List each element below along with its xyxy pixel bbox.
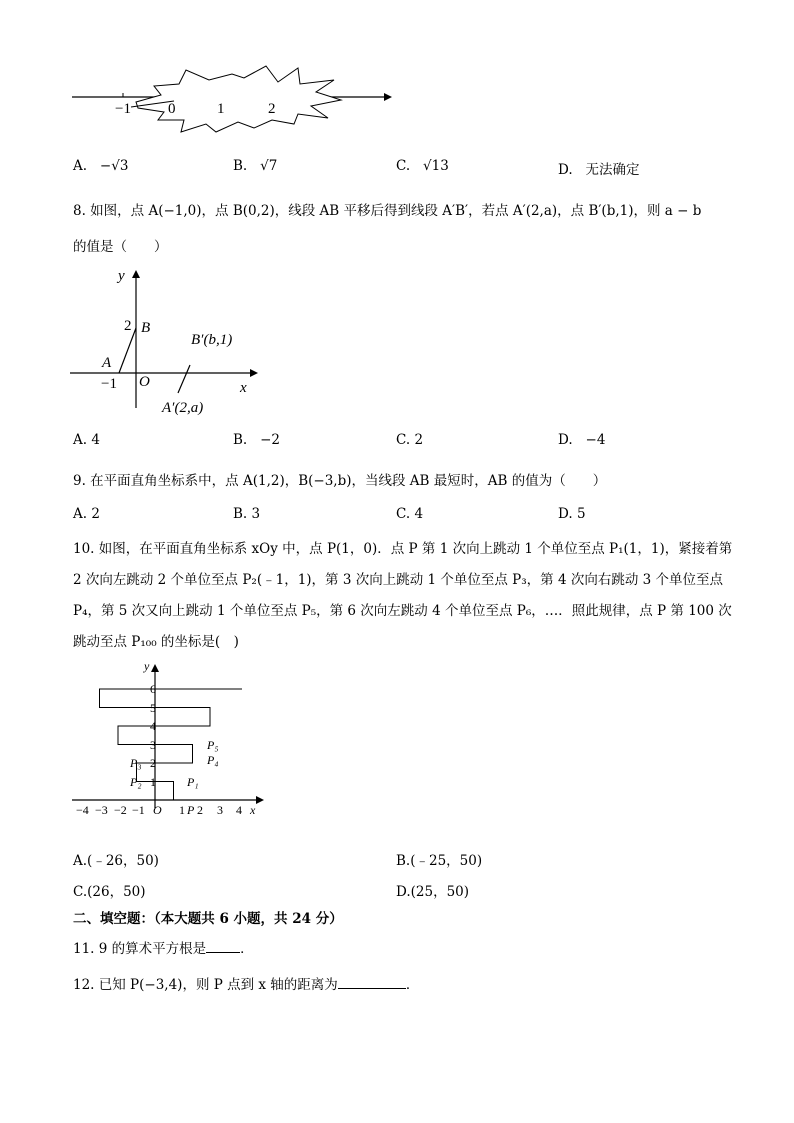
svg-text:3: 3 (150, 738, 156, 752)
answer-blank[interactable] (206, 940, 240, 953)
q9-option-b: B. 3 (233, 506, 261, 522)
svg-text:P₁: P₁ (187, 775, 199, 789)
q10-option-a: A.(﹣26，50) (73, 853, 159, 869)
q8-coordinate-figure (66, 262, 266, 420)
svg-text:x: x (240, 380, 247, 396)
q8-option-a: A. 4 (73, 432, 100, 448)
svg-text:−1: −1 (101, 376, 117, 392)
svg-text:y: y (118, 268, 125, 284)
svg-text:P₃: P₃ (130, 756, 142, 770)
svg-text:P: P (187, 803, 195, 817)
q11-stem: 11. 9 的算术平方根是 ． (73, 941, 254, 957)
q12-stem: 12. 已知 P(−3,4)，则 P 点到 x 轴的距离为 ． (73, 977, 420, 993)
svg-text:6: 6 (150, 682, 156, 696)
tick-label: −1 (115, 101, 131, 117)
q8-option-d: D. −4 (558, 432, 606, 448)
q9-option-d: D. 5 (558, 506, 586, 522)
svg-text:P₂: P₂ (130, 775, 142, 789)
section-heading: 二、填空题：（本大题共 6 小题，共 24 分） (73, 911, 343, 927)
svg-text:2: 2 (197, 803, 203, 817)
svg-text:A′(2,a): A′(2,a) (162, 400, 204, 416)
q10-jump-path-figure (66, 660, 266, 822)
segment-ab (119, 328, 136, 373)
q8-option-c: C. 2 (396, 432, 424, 448)
svg-text:−2: −2 (114, 803, 127, 817)
tick-label: 1 (217, 101, 225, 117)
svg-text:2: 2 (124, 318, 132, 334)
segment-apbp (178, 365, 190, 393)
q8-stem-line2: 的值是（ ） (73, 239, 168, 255)
jump-path (100, 689, 243, 800)
number-line-arrow (384, 93, 392, 101)
svg-text:3: 3 (217, 803, 223, 817)
q9-option-c: C. 4 (396, 506, 424, 522)
q10-stem-line1: 10. 如图，在平面直角坐标系 xOy 中，点 P(1，0)．点 P 第 1 次向上跳动 1 个单位至点 P₁(1，1)，紧接着第 (73, 541, 733, 557)
q9-option-a: A. 2 (73, 506, 100, 522)
q10-stem-line3: P₄，第 5 次又向上跳动 1 个单位至点 P₅，第 6 次向左跳动 4 个单位至点 P₆，…．照此规律，点 P 第 100 次 (73, 603, 732, 619)
svg-text:O: O (153, 803, 162, 817)
svg-text:−1: −1 (132, 803, 145, 817)
q8-stem-line1: 8. 如图，点 A(−1,0)，点 B(0,2)，线段 AB 平移后得到线段 A′B′，若点 A′(2,a)，点 B′(b,1)，则 a − b (73, 203, 702, 219)
q7-option-c: C. √13 (396, 158, 449, 174)
svg-text:4: 4 (150, 719, 156, 733)
q10-option-b: B.(﹣25，50) (396, 853, 483, 869)
tick-label: 0 (168, 101, 176, 117)
q10-stem-line4: 跳动至点 P₁₀₀ 的坐标是( ) (73, 634, 239, 650)
svg-text:A: A (102, 355, 112, 371)
q9-stem: 9. 在平面直角坐标系中，点 A(1,2)，B(−3,b)，当线段 AB 最短时，AB 的值为（ ） (73, 473, 607, 489)
q10-stem-line2: 2 次向左跳动 2 个单位至点 P₂(﹣1，1)，第 3 次向上跳动 1 个单位至点 P₃，第 4 次向右跳动 3 个单位至点 (73, 572, 724, 588)
svg-text:1: 1 (179, 803, 185, 817)
svg-text:P₄: P₄ (207, 753, 219, 767)
svg-text:x: x (250, 803, 256, 817)
q7-option-d: D. 无法确定 (558, 162, 640, 178)
svg-text:5: 5 (150, 701, 156, 715)
q7-option-b: B. √7 (233, 158, 278, 174)
q7-option-a: A. −√3 (73, 158, 129, 174)
svg-text:2: 2 (150, 756, 156, 770)
svg-text:y: y (144, 660, 150, 673)
answer-blank[interactable] (338, 976, 406, 989)
q10-option-d: D.(25，50) (396, 884, 470, 900)
svg-text:4: 4 (236, 803, 242, 817)
svg-text:B: B (141, 320, 151, 336)
svg-text:−4: −4 (76, 803, 89, 817)
svg-text:P₅: P₅ (207, 738, 219, 752)
tick-label: 2 (268, 101, 276, 117)
number-line-figure (66, 62, 396, 142)
svg-text:O: O (139, 374, 150, 390)
q8-option-b: B. −2 (233, 432, 280, 448)
svg-text:1: 1 (150, 775, 156, 789)
q10-option-c: C.(26，50) (73, 884, 146, 900)
svg-text:B′(b,1): B′(b,1) (191, 332, 233, 348)
svg-text:−3: −3 (95, 803, 108, 817)
cloud-shape (136, 66, 341, 132)
